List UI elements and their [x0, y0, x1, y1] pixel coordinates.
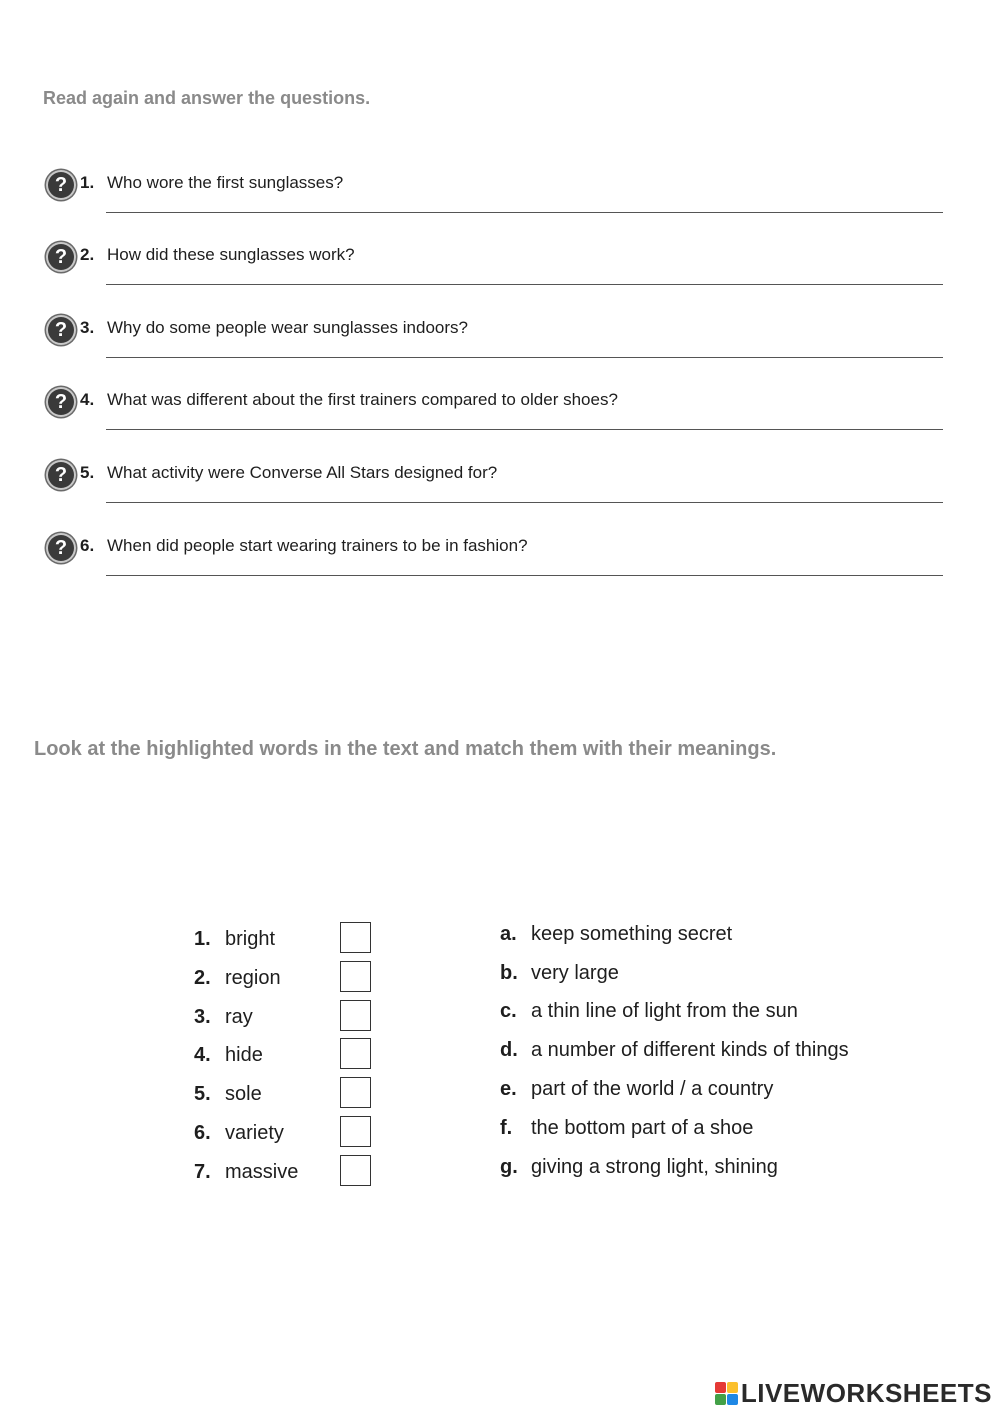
word-text: ray: [225, 1006, 253, 1028]
answer-line[interactable]: [106, 502, 943, 503]
word-item: [194, 1038, 374, 1072]
meaning-text: very large: [531, 962, 619, 984]
word-number: 2.: [194, 967, 211, 989]
word-number: 3.: [194, 1006, 211, 1028]
answer-box[interactable]: [340, 1116, 371, 1147]
question-item: [46, 460, 946, 520]
word-item: [194, 961, 374, 995]
meaning-letter: c.: [500, 1000, 517, 1022]
meaning-letter: f.: [500, 1117, 513, 1139]
answer-line[interactable]: [106, 429, 943, 430]
logo-square: [727, 1382, 738, 1393]
word-item: [194, 1116, 374, 1150]
word-number: 7.: [194, 1161, 211, 1183]
meaning-text: the bottom part of a shoe: [531, 1117, 754, 1139]
question-mark-icon: ?: [46, 533, 76, 563]
meaning-item: [500, 1000, 940, 1030]
question-text: Who wore the first sunglasses?: [107, 173, 344, 192]
meaning-item: [500, 923, 940, 953]
word-text: variety: [225, 1122, 284, 1144]
question-number: 3.: [80, 318, 95, 337]
instructions-answer-questions: Read again and answer the questions.: [43, 88, 371, 108]
brand-wordmark: LIVEWORKSHEETS: [740, 1377, 992, 1408]
answer-line[interactable]: [106, 284, 943, 285]
word-number: 4.: [194, 1044, 211, 1066]
question-text: What activity were Converse All Stars designed for?: [107, 463, 498, 482]
meaning-text: a thin line of light from the sun: [531, 1000, 798, 1022]
word-text: hide: [225, 1044, 263, 1066]
meaning-item: [500, 1117, 940, 1147]
meaning-item: [500, 962, 940, 992]
answer-box[interactable]: [340, 961, 371, 992]
question-number: 1.: [80, 173, 95, 192]
answer-line[interactable]: [106, 212, 943, 213]
meaning-text: part of the world / a country: [531, 1078, 774, 1100]
answer-box[interactable]: [340, 922, 371, 953]
question-item: [46, 387, 946, 447]
question-item: [46, 533, 946, 593]
word-item: [194, 922, 374, 956]
answer-box[interactable]: [340, 1155, 371, 1186]
word-item: [194, 1155, 374, 1189]
logo-square: [727, 1394, 738, 1405]
meaning-letter: a.: [500, 923, 517, 945]
word-text: sole: [225, 1083, 262, 1105]
question-item: [46, 242, 946, 302]
question-text: What was different about the first trainers compared to older shoes?: [107, 390, 618, 409]
answer-box[interactable]: [340, 1038, 371, 1069]
question-mark-icon: ?: [46, 387, 76, 417]
liveworksheets-logo[interactable]: [715, 1376, 992, 1410]
meaning-letter: d.: [500, 1039, 518, 1061]
question-number: 6.: [80, 536, 95, 555]
answer-line[interactable]: [106, 575, 943, 576]
meaning-text: giving a strong light, shining: [531, 1156, 778, 1178]
answer-box[interactable]: [340, 1077, 371, 1108]
question-number: 4.: [80, 390, 95, 409]
instructions-match-words: Look at the highlighted words in the text and match them with their meanings.: [34, 738, 777, 760]
meaning-text: a number of different kinds of things: [531, 1039, 849, 1061]
word-number: 6.: [194, 1122, 211, 1144]
word-item: [194, 1000, 374, 1034]
word-number: 5.: [194, 1083, 211, 1105]
question-item: [46, 315, 946, 375]
question-text: How did these sunglasses work?: [107, 245, 355, 264]
meaning-item: [500, 1078, 940, 1108]
meaning-item: [500, 1039, 940, 1069]
question-mark-icon: ?: [46, 242, 76, 272]
question-mark-icon: ?: [46, 315, 76, 345]
word-item: [194, 1077, 374, 1111]
meaning-letter: b.: [500, 962, 518, 984]
liveworksheets-icon: [715, 1382, 738, 1405]
logo-square: [715, 1382, 726, 1393]
meaning-letter: g.: [500, 1156, 518, 1178]
word-text: bright: [225, 928, 276, 950]
question-number: 2.: [80, 245, 95, 264]
meaning-letter: e.: [500, 1078, 517, 1100]
question-mark-icon: ?: [46, 170, 76, 200]
word-text: region: [225, 967, 281, 989]
answer-line[interactable]: [106, 357, 943, 358]
question-number: 5.: [80, 463, 95, 482]
question-item: [46, 170, 946, 230]
question-mark-icon: ?: [46, 460, 76, 490]
word-number: 1.: [194, 928, 211, 950]
question-text: Why do some people wear sunglasses indoors?: [107, 318, 468, 337]
logo-square: [715, 1394, 726, 1405]
answer-box[interactable]: [340, 1000, 371, 1031]
meaning-text: keep something secret: [531, 923, 733, 945]
word-text: massive: [225, 1161, 299, 1183]
question-text: When did people start wearing trainers to be in fashion?: [107, 536, 528, 555]
meaning-item: [500, 1156, 940, 1186]
